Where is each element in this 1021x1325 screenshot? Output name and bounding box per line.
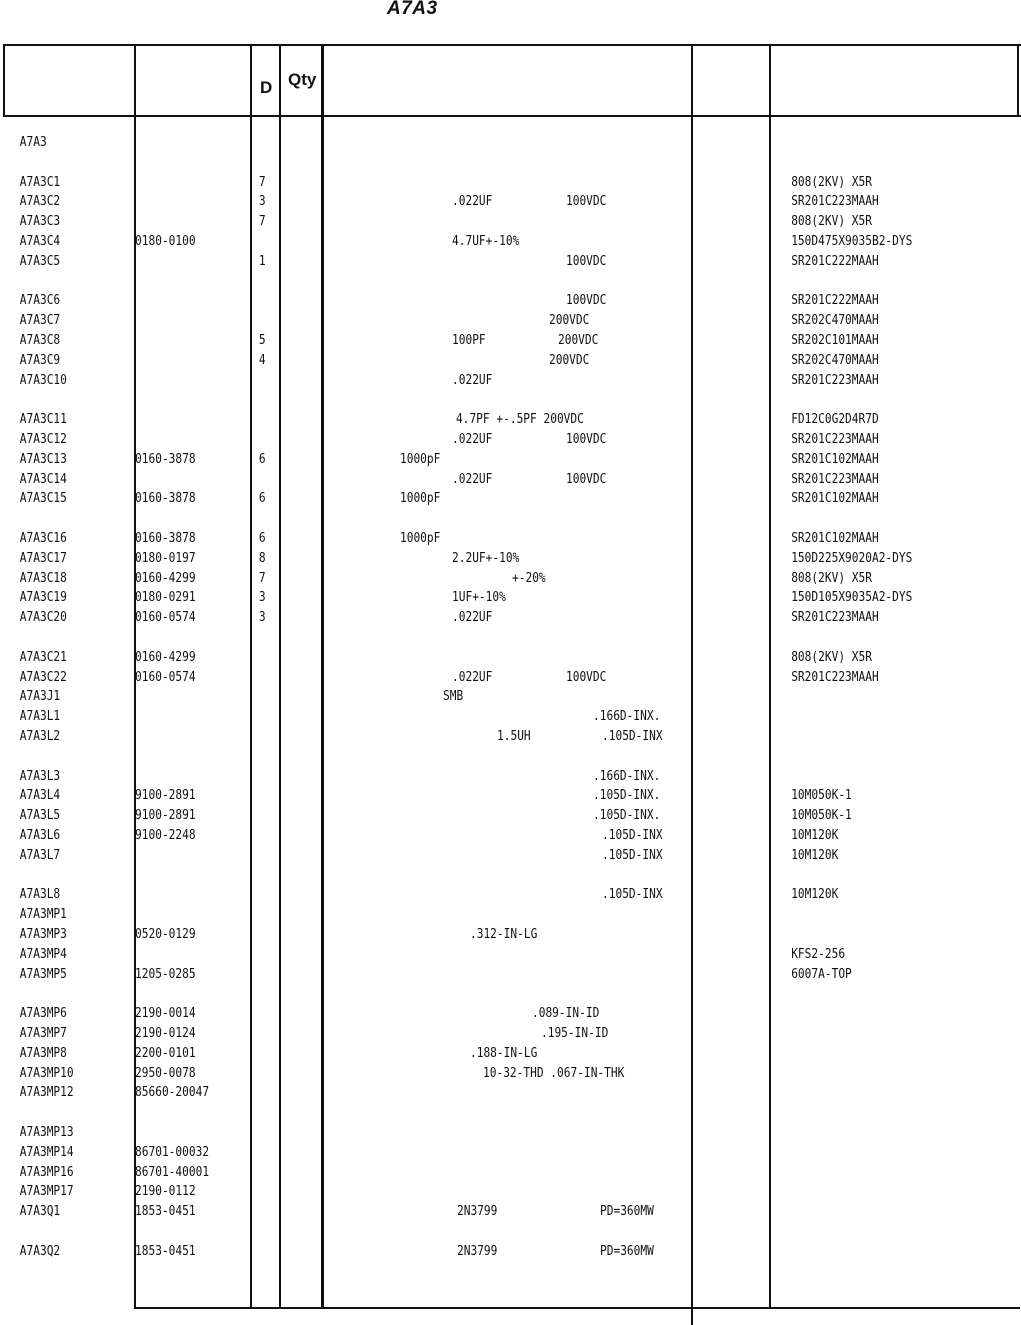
table-bottom-rule <box>135 1307 1020 1309</box>
part-number: 1205-0285 <box>135 967 196 982</box>
part-number: 86701-40001 <box>135 1165 210 1180</box>
table-row <box>0 569 878 589</box>
part-number: 0520-0129 <box>135 927 196 942</box>
description-fragment: .195-IN-ID <box>540 1026 609 1041</box>
part-number: 9100-2248 <box>135 828 196 843</box>
table-row <box>0 608 878 628</box>
description-fragment: PD=360MW <box>599 1204 654 1219</box>
manufacturer-part-number: 150D105X9035A2-DYS <box>791 590 913 605</box>
description-fragment: 4.7PF +-.5PF 200VDC <box>455 412 584 427</box>
part-number: 0180-0100 <box>135 234 196 249</box>
reference-designator: A7A3C15 <box>19 491 67 506</box>
table-row <box>0 1143 878 1163</box>
reference-designator: A7A3C9 <box>19 353 61 368</box>
reference-designator: A7A3C1 <box>19 175 61 190</box>
table-row <box>0 1083 878 1103</box>
part-number: 0180-0291 <box>135 590 196 605</box>
description-fragment: .166D-INX. <box>592 709 661 724</box>
check-digit: 3 <box>258 194 266 209</box>
table-row <box>0 529 878 549</box>
part-number: 0160-4299 <box>135 650 196 665</box>
table-row <box>0 371 878 391</box>
description-fragment: 2.2UF+-10% <box>451 551 520 566</box>
manufacturer-part-number: 808(2KV) X5R <box>791 175 872 190</box>
manufacturer-part-number: SR201C222MAAH <box>791 293 879 308</box>
part-number: 9100-2891 <box>135 808 196 823</box>
part-number: 0160-3878 <box>135 531 196 546</box>
description-fragment: PD=360MW <box>599 1244 654 1259</box>
table-row <box>0 1202 878 1222</box>
check-digit: 6 <box>258 452 266 467</box>
reference-designator: A7A3 <box>19 135 47 150</box>
description-fragment: 1000pF <box>399 491 441 506</box>
table-row <box>0 945 878 965</box>
check-digit: 8 <box>258 551 266 566</box>
description-fragment: .022UF <box>451 432 493 447</box>
reference-designator: A7A3C7 <box>19 313 61 328</box>
table-row <box>0 430 878 450</box>
manufacturer-part-number: SR201C223MAAH <box>791 670 879 685</box>
reference-designator: A7A3L2 <box>19 729 61 744</box>
reference-designator: A7A3C4 <box>19 234 61 249</box>
description-fragment: 1UF+-10% <box>451 590 506 605</box>
manufacturer-part-number: SR201C223MAAH <box>791 432 879 447</box>
table-row <box>0 331 878 351</box>
table-row <box>0 905 878 925</box>
reference-designator: A7A3J1 <box>19 689 61 704</box>
reference-designator: A7A3L1 <box>19 709 61 724</box>
table-row <box>0 668 878 688</box>
table-row <box>0 806 878 826</box>
reference-designator: A7A3MP16 <box>19 1165 74 1180</box>
description-fragment: .312-IN-LG <box>469 927 538 942</box>
column-rule-left <box>3 44 5 116</box>
table-row <box>0 648 878 668</box>
description-fragment: 100VDC <box>565 472 607 487</box>
reference-designator: A7A3Q1 <box>19 1204 61 1219</box>
description-fragment: 1.5UH <box>496 729 531 744</box>
header-qty: Qty <box>288 70 317 89</box>
part-number: 0160-0574 <box>135 670 196 685</box>
table-row <box>0 826 878 846</box>
description-fragment: .022UF <box>451 472 493 487</box>
check-digit: 4 <box>258 353 266 368</box>
check-digit: 7 <box>258 175 266 190</box>
description-fragment: .105D-INX <box>602 729 663 744</box>
part-number: 2190-0112 <box>135 1184 196 1199</box>
reference-designator: A7A3C19 <box>19 590 67 605</box>
description-fragment: .105D-INX. <box>592 808 661 823</box>
manufacturer-part-number: 10M050K-1 <box>791 788 852 803</box>
table-row <box>0 311 878 331</box>
part-number: 85660-20047 <box>135 1085 210 1100</box>
reference-designator: A7A3MP17 <box>19 1184 74 1199</box>
description-fragment: 4.7UF+-10% <box>451 234 520 249</box>
manufacturer-part-number: SR201C223MAAH <box>791 610 879 625</box>
reference-designator: A7A3C20 <box>19 610 67 625</box>
reference-designator: A7A3C5 <box>19 254 61 269</box>
manufacturer-part-number: 10M120K <box>791 848 839 863</box>
part-number: 0160-3878 <box>135 491 196 506</box>
table-row <box>0 1182 878 1202</box>
description-fragment: .022UF <box>451 610 493 625</box>
description-fragment: .022UF <box>451 194 493 209</box>
manufacturer-part-number: SR201C223MAAH <box>791 472 879 487</box>
part-number: 1853-0451 <box>135 1204 196 1219</box>
part-number: 2200-0101 <box>135 1046 196 1061</box>
description-fragment: .105D-INX. <box>592 788 661 803</box>
description-fragment: .022UF <box>451 373 493 388</box>
table-row <box>0 1024 878 1044</box>
part-number: 2190-0124 <box>135 1026 196 1041</box>
manufacturer-part-number: 808(2KV) X5R <box>791 214 872 229</box>
part-number: 86701-00032 <box>135 1145 210 1160</box>
table-row <box>0 1064 878 1084</box>
table-row <box>0 410 878 430</box>
reference-designator: A7A3C11 <box>19 412 67 427</box>
reference-designator: A7A3MP6 <box>19 1006 67 1021</box>
manufacturer-part-number: 10M120K <box>791 828 839 843</box>
description-fragment: .166D-INX. <box>592 769 661 784</box>
table-row <box>0 786 878 806</box>
reference-designator: A7A3C14 <box>19 472 67 487</box>
manufacturer-part-number: 6007A-TOP <box>791 967 852 982</box>
description-fragment: 2N3799 <box>456 1204 498 1219</box>
manufacturer-part-number: FD12C0G2D4R7D <box>791 412 879 427</box>
table-row <box>0 351 878 371</box>
reference-designator: A7A3C13 <box>19 452 67 467</box>
part-number: 2950-0078 <box>135 1066 196 1081</box>
reference-designator: A7A3C17 <box>19 551 67 566</box>
table-row <box>0 1044 878 1064</box>
description-fragment: .105D-INX <box>602 828 663 843</box>
reference-designator: A7A3MP3 <box>19 927 67 942</box>
table-row <box>0 707 878 727</box>
description-fragment: .089-IN-ID <box>531 1006 600 1021</box>
description-fragment: 100PF <box>451 333 486 348</box>
table-row <box>0 588 913 608</box>
manufacturer-part-number: 808(2KV) X5R <box>791 571 872 586</box>
check-digit: 3 <box>258 590 266 605</box>
table-row <box>0 450 878 470</box>
part-number: 0180-0197 <box>135 551 196 566</box>
reference-designator: A7A3L6 <box>19 828 61 843</box>
manufacturer-part-number: SR201C223MAAH <box>791 194 879 209</box>
manufacturer-part-number: SR201C222MAAH <box>791 254 879 269</box>
manufacturer-part-number: KFS2-256 <box>791 947 846 962</box>
description-fragment: 2N3799 <box>456 1244 498 1259</box>
table-row <box>0 173 878 193</box>
manufacturer-part-number: SR202C470MAAH <box>791 313 879 328</box>
description-fragment: .105D-INX <box>602 848 663 863</box>
manufacturer-part-number: SR201C102MAAH <box>791 531 879 546</box>
reference-designator: A7A3C2 <box>19 194 61 209</box>
table-row <box>0 1242 878 1262</box>
table-row <box>0 489 878 509</box>
table-row <box>0 470 878 490</box>
reference-designator: A7A3MP7 <box>19 1026 67 1041</box>
reference-designator: A7A3L5 <box>19 808 61 823</box>
manufacturer-part-number: 150D475X9035B2-DYS <box>791 234 913 249</box>
part-number: 9100-2891 <box>135 788 196 803</box>
reference-designator: A7A3Q2 <box>19 1244 61 1259</box>
reference-designator: A7A3MP5 <box>19 967 67 982</box>
table-row <box>0 767 878 787</box>
description-fragment: .105D-INX <box>602 887 663 902</box>
check-digit: 1 <box>258 254 266 269</box>
reference-designator: A7A3MP4 <box>19 947 67 962</box>
manufacturer-part-number: 150D225X9020A2-DYS <box>791 551 913 566</box>
header-cd: D <box>260 78 273 97</box>
reference-designator: A7A3C21 <box>19 650 67 665</box>
table-row <box>0 925 878 945</box>
description-fragment: 100VDC <box>565 254 607 269</box>
description-fragment: 200VDC <box>548 353 590 368</box>
check-digit: 6 <box>258 491 266 506</box>
description-fragment: 100VDC <box>565 670 607 685</box>
description-fragment: +-20% <box>511 571 546 586</box>
check-digit: 7 <box>258 571 266 586</box>
manufacturer-part-number: 808(2KV) X5R <box>791 650 872 665</box>
reference-designator: A7A3C18 <box>19 571 67 586</box>
table-top-rule <box>3 44 1021 46</box>
table-row <box>0 133 878 153</box>
reference-designator: A7A3MP1 <box>19 907 67 922</box>
table-row <box>0 1123 878 1143</box>
reference-designator: A7A3C3 <box>19 214 61 229</box>
reference-designator: A7A3C16 <box>19 531 67 546</box>
check-digit: 3 <box>258 610 266 625</box>
page-title: A7A3 <box>387 0 438 19</box>
check-digit: 5 <box>258 333 266 348</box>
description-fragment: 10-32-THD .067-IN-THK <box>482 1066 625 1081</box>
description-fragment: 200VDC <box>557 333 599 348</box>
manufacturer-part-number: SR202C101MAAH <box>791 333 879 348</box>
part-number: 0160-3878 <box>135 452 196 467</box>
table-row <box>0 1004 878 1024</box>
description-fragment: 1000pF <box>399 531 441 546</box>
reference-designator: A7A3MP14 <box>19 1145 74 1160</box>
column-rule-right <box>1017 44 1019 116</box>
table-row <box>0 727 878 747</box>
reference-designator: A7A3MP12 <box>19 1085 74 1100</box>
table-row <box>0 965 878 985</box>
part-number: 0160-4299 <box>135 571 196 586</box>
description-fragment: 100VDC <box>565 194 607 209</box>
check-digit: 7 <box>258 214 266 229</box>
reference-designator: A7A3L7 <box>19 848 61 863</box>
description-fragment: .022UF <box>451 670 493 685</box>
table-row <box>0 192 878 212</box>
reference-designator: A7A3C8 <box>19 333 61 348</box>
description-fragment: 200VDC <box>548 313 590 328</box>
description-fragment: .188-IN-LG <box>469 1046 538 1061</box>
check-digit: 6 <box>258 531 266 546</box>
table-row <box>0 846 878 866</box>
table-row <box>0 687 878 707</box>
manufacturer-part-number: SR202C470MAAH <box>791 353 879 368</box>
description-fragment: 1000pF <box>399 452 441 467</box>
description-fragment: 100VDC <box>565 432 607 447</box>
table-row <box>0 232 913 252</box>
reference-designator: A7A3L4 <box>19 788 61 803</box>
table-row <box>0 212 878 232</box>
manufacturer-part-number: SR201C102MAAH <box>791 491 879 506</box>
table-row <box>0 885 878 905</box>
header-bottom-rule <box>3 115 1021 117</box>
reference-designator: A7A3L8 <box>19 887 61 902</box>
manufacturer-part-number: 10M120K <box>791 887 839 902</box>
manufacturer-part-number: SR201C223MAAH <box>791 373 879 388</box>
reference-designator: A7A3C6 <box>19 293 61 308</box>
table-row <box>0 1163 878 1183</box>
description-fragment: SMB <box>442 689 464 704</box>
manufacturer-part-number: SR201C102MAAH <box>791 452 879 467</box>
reference-designator: A7A3MP10 <box>19 1066 74 1081</box>
table-row <box>0 252 878 272</box>
reference-designator: A7A3L3 <box>19 769 61 784</box>
reference-designator: A7A3MP13 <box>19 1125 74 1140</box>
manufacturer-part-number: 10M050K-1 <box>791 808 852 823</box>
part-number: 0160-0574 <box>135 610 196 625</box>
table-row <box>0 549 913 569</box>
description-fragment: 100VDC <box>565 293 607 308</box>
reference-designator: A7A3C22 <box>19 670 67 685</box>
table-row <box>0 291 878 311</box>
part-number: 1853-0451 <box>135 1244 196 1259</box>
reference-designator: A7A3MP8 <box>19 1046 67 1061</box>
part-number: 2190-0014 <box>135 1006 196 1021</box>
reference-designator: A7A3C10 <box>19 373 67 388</box>
reference-designator: A7A3C12 <box>19 432 67 447</box>
